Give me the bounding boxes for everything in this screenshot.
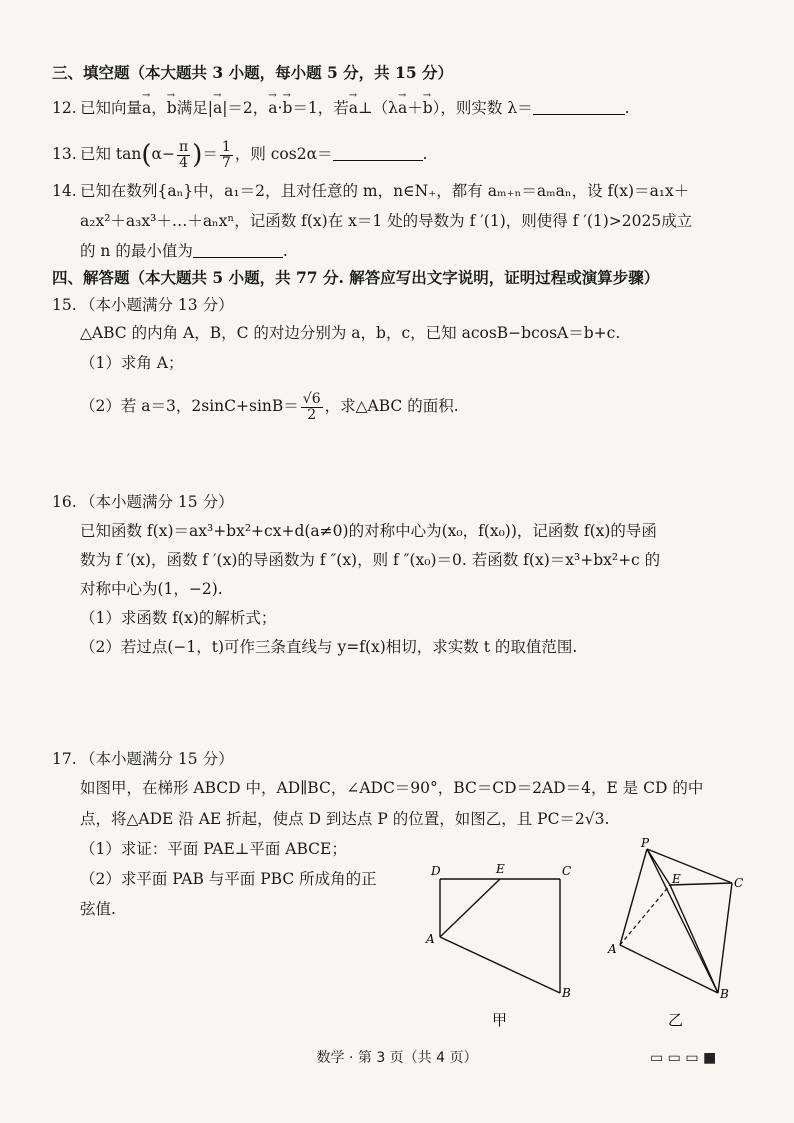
fig2-label-E: E: [672, 872, 681, 886]
figure-folded-pyramid: [600, 835, 760, 1030]
question-16-part2: （2）若过点(−1，t)可作三条直线与 y=f(x)相切，求实数 t 的取值范围.: [80, 638, 578, 656]
fraction-pi-over-4: $\frac{\pi}{4}$: [179, 138, 189, 171]
question-14-line3: 的 n 的最小值为 .: [80, 242, 288, 260]
page-footer: 数学 · 第 3 页（共 4 页）: [316, 1050, 478, 1066]
fig2-label-P: P: [641, 836, 650, 850]
fraction-sqrt6-over-2: $\frac{√6}{2}$: [302, 390, 321, 423]
question-15-part1: （1）求角 A；: [80, 354, 184, 372]
fig1-label-C: C: [562, 864, 572, 878]
question-17-line1: 如图甲，在梯形 ABCD 中，AD∥BC，∠ADC＝90°，BC＝CD＝2AD＝4，E 是 CD 的中: [80, 779, 704, 797]
question-16-line3: 对称中心为(1，−2).: [80, 580, 223, 598]
fig1-label-E: E: [496, 862, 505, 876]
question-17-part2-line2: 弦值.: [80, 900, 116, 918]
answer-blank-12[interactable]: [533, 98, 625, 115]
fig2-label-A: A: [608, 942, 617, 956]
question-15-stem: △ABC 的内角 A，B，C 的对边分别为 a，b，c，已知 acosB−bcosA＝b+c.: [80, 324, 621, 342]
question-17-part1: （1）求证：平面 PAE⊥平面 ABCE；: [80, 840, 347, 858]
question-17-part2-line1: （2）求平面 PAB 与平面 PBC 所成角的正: [80, 870, 377, 888]
fig1-caption: 甲: [492, 1011, 508, 1029]
question-16-line1: 已知函数 f(x)＝ax³+bx²+cx+d(a≠0)的对称中心为(x₀，f(x₀))，记函数 f(x)的导函: [80, 522, 657, 540]
fig1-label-D: D: [431, 864, 441, 878]
question-13: 13. 已知 tan(α− $\frac{\pi}{4}$ )＝ $\frac{1}{7}$ ，则 cos2α＝ .: [52, 138, 428, 171]
answer-blank-14[interactable]: [193, 241, 283, 258]
question-17-line2: 点，将△ADE 沿 AE 折起，使点 D 到达点 P 的位置，如图乙，且 PC＝2√3.: [80, 810, 610, 828]
question-12: 12. 已知向量→ a，→ b满足|→ a|＝2，→ a·→ b＝1，若→ a⊥（λ→ a＋→ b），则实数 λ＝ .: [52, 97, 630, 119]
answer-blank-13[interactable]: [333, 144, 423, 161]
section4-header: 四、解答题（本大题共 5 小题，共 77 分. 解答应写出文字说明，证明过程或演算步骤）: [52, 268, 660, 287]
fig1-label-B: B: [562, 986, 571, 1000]
question-14-line2: a₂x²＋a₃x³＋…＋aₙxⁿ，记函数 f(x)在 x＝1 处的导数为 f ′(1)，则使得 f ′(1)>2025成立: [80, 212, 693, 230]
section3-header: 三、填空题（本大题共 3 小题，每小题 5 分，共 15 分）: [52, 63, 454, 82]
fraction-1-over-7: $\frac{1}{7}$: [221, 138, 231, 171]
fig1-label-A: A: [426, 932, 435, 946]
fig2-label-B: B: [720, 987, 729, 1001]
question-17-header: 17. （本小题满分 15 分）: [52, 750, 234, 768]
question-16-line2: 数为 f ′(x)，函数 f ′(x)的导函数为 f ″(x)，则 f ″(x₀)＝0. 若函数 f(x)＝x³+bx²+c 的: [80, 551, 661, 569]
question-16-header: 16. （本小题满分 15 分）: [52, 493, 234, 511]
fig2-caption: 乙: [668, 1011, 684, 1029]
question-16-part1: （1）求函数 f(x)的解析式；: [80, 609, 277, 627]
figure-trapezoid: [420, 855, 590, 1030]
question-14-line1: 14. 已知在数列{aₙ}中，a₁＝2，且对任意的 m，n∈N₊，都有 aₘ₊ₙ＝aₘaₙ，设 f(x)＝a₁x＋: [52, 182, 690, 200]
fig2-label-C: C: [734, 876, 744, 890]
question-15-part2: （2）若 a＝3，2sinC+sinB＝ $\frac{√6}{2}$ ，求△ABC 的面积.: [80, 390, 459, 423]
corner-marks: ▭ ▭ ▭ ■: [650, 1050, 717, 1066]
question-15-header: 15. （本小题满分 13 分）: [52, 296, 234, 314]
